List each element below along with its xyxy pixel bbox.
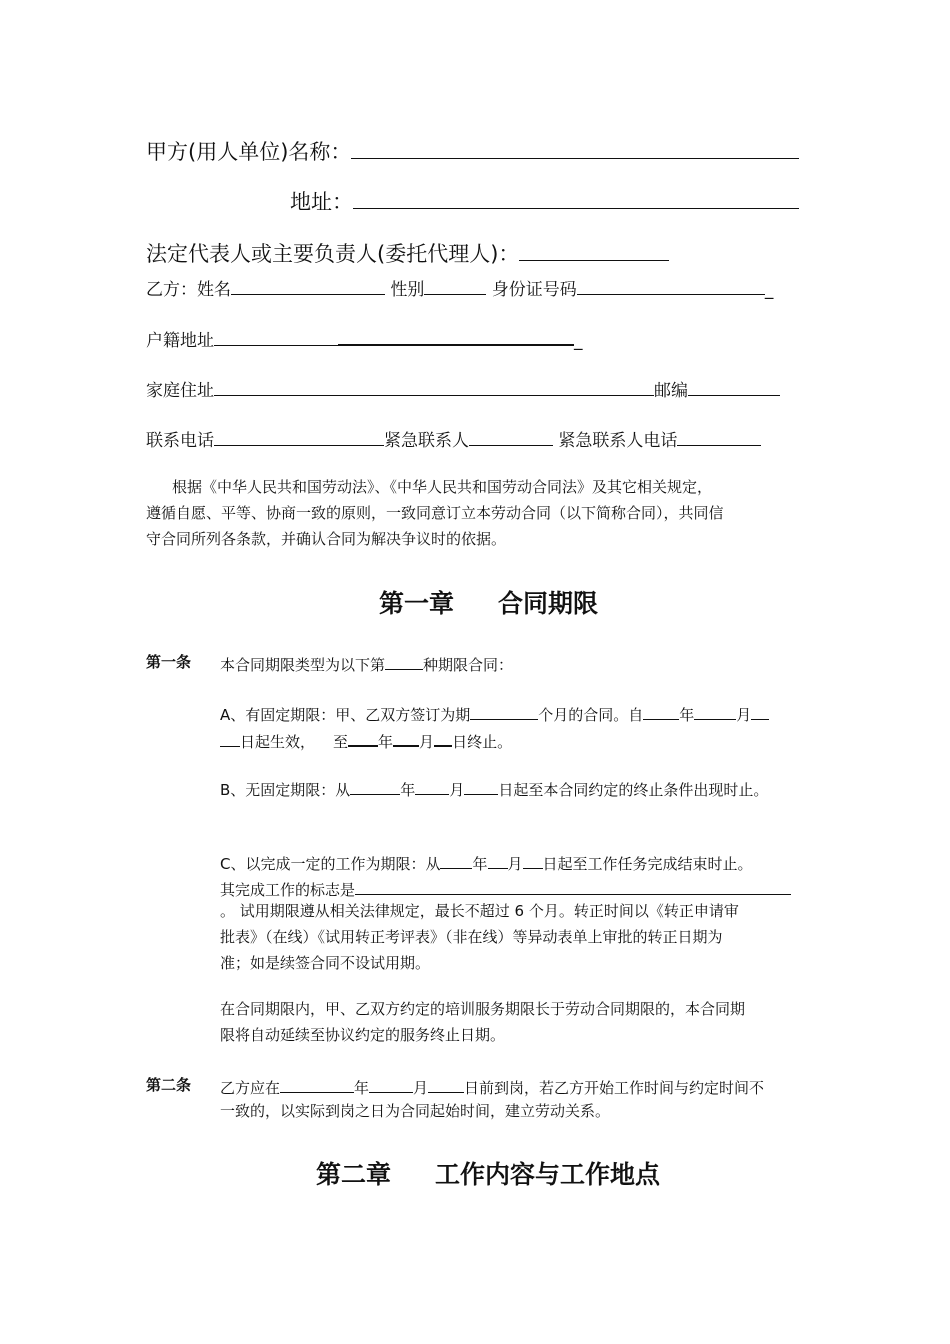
article-2-line-2: 一致的，以实际到岗之日为合同起始时间，建立劳动关系。: [220, 1102, 611, 1120]
party-a-name-row: [146, 136, 799, 166]
option-c-month-field[interactable]: [488, 850, 508, 869]
option-c-year-label: 年: [472, 855, 488, 873]
option-b-month-label: 月: [449, 781, 465, 799]
party-b-contact-row: [146, 426, 761, 451]
party-b-name-field[interactable]: [231, 276, 385, 295]
training-paragraph: [220, 996, 820, 1048]
party-b-zip-label: 邮编: [654, 381, 688, 401]
probation-line-3: 准；如是续签合同不设试用期。: [220, 954, 431, 972]
chapter-2-title: 工作内容与工作地点: [435, 1160, 661, 1189]
probation-line-2: 批表》（在线）《试用转正考评表》（非在线）等异动表单上审批的转正日期为: [220, 928, 723, 946]
option-a-text-3: 日起生效，: [240, 733, 316, 751]
party-a-address-label: 地址：: [290, 190, 353, 214]
option-a-to-label: 至: [333, 733, 349, 751]
option-b-year-field[interactable]: [350, 776, 400, 795]
probation-paragraph: [220, 898, 820, 976]
training-line-2: 限将自动延续至协议约定的服务终止日期。: [220, 1026, 506, 1044]
party-a-address-row: [290, 186, 799, 216]
article-2-label: 第二条: [146, 1076, 192, 1094]
option-a-year-label: 年: [679, 706, 695, 724]
party-b-gender-label: 性别: [390, 280, 425, 300]
article-2-line-1: [220, 1074, 764, 1098]
option-a-start-month-field[interactable]: [694, 701, 736, 720]
party-b-household-field-b[interactable]: [338, 326, 574, 346]
option-a-end-text: 日终止。: [452, 733, 513, 751]
party-b-household-tail: _: [574, 331, 583, 351]
chapter-1-title: 合同期限: [498, 589, 599, 618]
option-b-month-field[interactable]: [415, 776, 449, 795]
article-1-type-field[interactable]: [385, 651, 423, 670]
article-2-month-label: 月: [413, 1079, 429, 1097]
preamble-line-3: 守合同所列各条款，并确认合同为解决争议时的依据。: [146, 530, 507, 548]
option-c-mark-label: 其完成工作的标志是: [220, 881, 356, 899]
option-a-year2-label: 年: [378, 733, 394, 751]
article-1-intro-text-a: 本合同期限类型为以下第: [220, 656, 386, 674]
option-b-line: [220, 776, 768, 800]
option-b-text-1: B、无固定期限：从: [220, 781, 351, 799]
party-a-rep-label: 法定代表人或主要负责人(委托代理人)：: [146, 242, 520, 266]
preamble-line-2: 遵循自愿、平等、协商一致的原则，一致同意订立本劳动合同（以下简称合同），共同信: [146, 504, 724, 522]
option-a-start-year-field[interactable]: [643, 701, 679, 720]
option-a-end-day-field[interactable]: [434, 727, 452, 747]
party-a-rep-row: [146, 238, 669, 268]
option-a-months-field[interactable]: [470, 701, 538, 720]
party-b-home-row: [146, 376, 780, 401]
option-a-text-1: A、有固定期限：甲、乙双方签订为期: [220, 706, 471, 724]
option-c-mark-line: [220, 876, 791, 900]
article-2-day-field[interactable]: [428, 1074, 464, 1093]
chapter-2-heading: [316, 1155, 660, 1191]
probation-line-1: 。 试用期限遵从相关法律规定，最长不超过 6 个月。转正时间以《转正申请审: [220, 902, 739, 920]
party-b-emergency-label: 紧急联系人: [384, 431, 469, 451]
option-b-text-2: 日起至本合同约定的终止条件出现时止。: [498, 781, 769, 799]
party-b-id-tail: _: [764, 280, 774, 300]
option-a-end-year-field[interactable]: [348, 727, 378, 747]
party-b-phone-label: 联系电话: [146, 431, 214, 451]
option-c-line: [220, 850, 753, 874]
chapter-2-number: 第二章: [316, 1160, 392, 1189]
option-a-start-day-field-b[interactable]: [220, 728, 240, 747]
party-b-household-row: [146, 326, 583, 351]
party-b-emergency-phone-field[interactable]: [677, 427, 761, 446]
party-b-id-field[interactable]: [577, 276, 765, 295]
party-a-rep-field[interactable]: [519, 242, 669, 261]
chapter-1-number: 第一章: [379, 589, 455, 618]
article-2-month-field[interactable]: [369, 1074, 413, 1093]
party-b-name-label: 乙方：姓名: [146, 280, 231, 300]
option-a-text-2: 个月的合同。自: [538, 706, 644, 724]
party-b-home-label: 家庭住址: [146, 381, 214, 401]
preamble: [146, 474, 816, 552]
option-b-day-field[interactable]: [464, 776, 498, 795]
party-b-gender-field[interactable]: [424, 276, 486, 295]
option-a-end-month-field[interactable]: [393, 727, 419, 747]
option-c-month-label: 月: [507, 855, 523, 873]
party-a-name-field[interactable]: [351, 140, 799, 159]
chapter-1-heading: [379, 584, 598, 620]
party-a-address-field[interactable]: [353, 190, 799, 209]
option-c-text-2: 日起至工作任务完成结束时止。: [542, 855, 753, 873]
article-2-text-1: 乙方应在: [220, 1079, 281, 1097]
option-a-start-day-field-a[interactable]: [751, 701, 769, 720]
article-2-year-label: 年: [354, 1079, 370, 1097]
article-1-label: 第一条: [146, 653, 192, 671]
article-1-intro: [220, 651, 513, 675]
option-a-month2-label: 月: [419, 733, 435, 751]
party-b-zip-field[interactable]: [688, 377, 780, 396]
party-b-home-field[interactable]: [214, 377, 654, 396]
option-c-day-field[interactable]: [523, 850, 543, 869]
party-b-household-field-a[interactable]: [214, 327, 338, 346]
option-a-line-1: [220, 701, 769, 725]
option-a-month-label: 月: [736, 706, 752, 724]
party-b-name-row: [146, 275, 773, 300]
training-line-1: 在合同期限内，甲、乙双方约定的培训服务期限长于劳动合同期限的，本合同期: [220, 1000, 746, 1018]
article-1-intro-text-b: 种期限合同：: [423, 656, 514, 674]
party-b-id-label: 身份证号码: [491, 280, 577, 300]
option-b-year-label: 年: [400, 781, 416, 799]
option-c-year-field[interactable]: [440, 850, 472, 869]
article-2-year-field[interactable]: [280, 1074, 354, 1093]
option-c-text-1: C、以完成一定的工作为期限：从: [220, 855, 441, 873]
party-a-name-label: 甲方(用人单位)名称：: [146, 140, 352, 164]
option-c-mark-field[interactable]: [355, 876, 791, 895]
party-b-household-label: 户籍地址: [146, 331, 214, 351]
party-b-emergency-phone-label: 紧急联系人电话: [558, 431, 678, 451]
article-2-text-2: 日前到岗，若乙方开始工作时间与约定时间不: [464, 1079, 765, 1097]
preamble-line-1: 根据《中华人民共和国劳动法》、《中华人民共和国劳动合同法》及其它相关规定，: [172, 478, 713, 496]
party-b-phone-field[interactable]: [214, 427, 384, 446]
party-b-emergency-field[interactable]: [469, 427, 553, 446]
option-a-line-2: [220, 727, 512, 752]
